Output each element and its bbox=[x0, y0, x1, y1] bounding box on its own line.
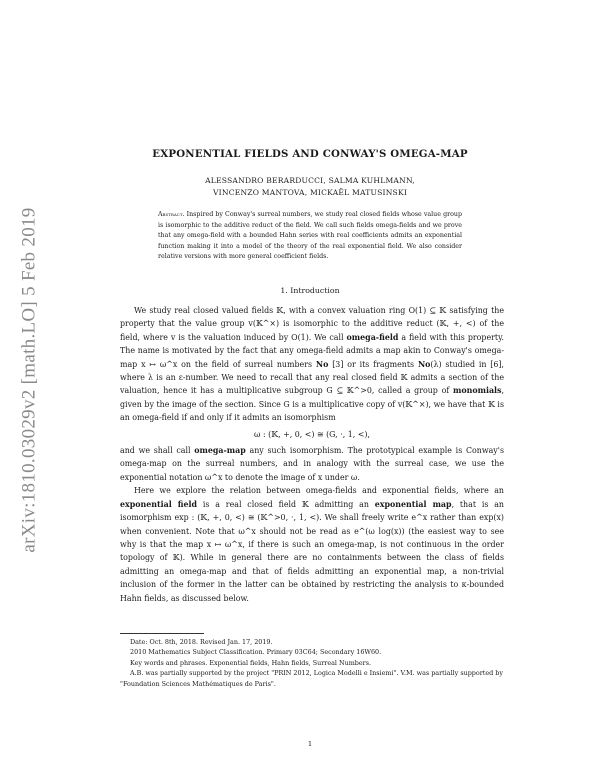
footnotes bbox=[120, 637, 504, 689]
paragraph-1-part-c: [3] or its fragments bbox=[332, 359, 415, 369]
abstract bbox=[158, 210, 462, 263]
paragraph-1-part-a: We study real closed valued fields 𝕂, with a convex valuation ring O(1) ⊆ 𝕂 satisfying the property that the value group v(𝕂^×) is isomorphic to the additive reduct (𝕂, +, <) of the field, where v is the valuation induced by O(1). We call bbox=[120, 306, 504, 342]
term-omega-field: omega-field bbox=[346, 332, 399, 342]
paragraph-1-part-e: , given by the image of the section. Since G is a multiplicative copy of v(𝕂^×), we have that 𝕂 is an omega-field if and only if it admits an isomorphism bbox=[120, 386, 505, 423]
author-list bbox=[100, 175, 520, 199]
section-heading: 1. Introduction bbox=[280, 286, 340, 295]
authors-line-1: ALESSANDRO BERARDUCCI, SALMA KUHLMANN, bbox=[205, 176, 415, 185]
arxiv-sidebar bbox=[8, 180, 52, 580]
term-no: No bbox=[315, 359, 329, 369]
equation-omega-map: ω : (𝕂, +, 0, <) ≅ (G, ·, 1, <), bbox=[254, 429, 370, 439]
footnote-msc: 2010 Mathematics Subject Classification. Primary 03C64; Secondary 16W60. bbox=[130, 648, 382, 657]
footnote-date: Date: Oct. 8th, 2018. Revised Jan. 17, 2019. bbox=[130, 638, 273, 646]
footnote-keywords: Key words and phrases. Exponential fields, Hahn fields, Surreal Numbers. bbox=[130, 658, 372, 667]
term-monomials: monomials bbox=[452, 386, 502, 396]
abstract-text: Inspired by Conway's surreal numbers, we study real closed fields whose value group is isomorphic to the additive reduct of the field. We call such fields omega-fields and we prove that any omega-field with a bounded Hahn series with real coefficients admits an exponential function making it into a model of the theory of the real exponential field. We also consider relative versions with more general coefficient fields. bbox=[158, 211, 462, 261]
arxiv-identifier: arXiv:1810.03029v2 [math.LO] 5 Feb 2019 bbox=[19, 207, 40, 553]
paragraph-1-part-d: (λ) studied in [6], where λ is an ε-number. We need to recall that any real closed field 𝕂 admits a section of the valuation, hence it has a multiplicative subgroup G ⊆ 𝕂^>0, called a group of bbox=[120, 359, 504, 396]
term-omega-map: omega-map bbox=[194, 446, 246, 456]
footnote-support: A.B. was partially supported by the project "PRIN 2012, Logica Modelli e Insiemi". V.M. was partially supported by "Foundation Sciences Mathématiques de Paris". bbox=[120, 669, 503, 688]
footnote-rule bbox=[120, 633, 204, 634]
paragraph-1 bbox=[120, 304, 504, 425]
authors-line-2: VINCENZO MANTOVA, MICKAËL MATUSINSKI bbox=[212, 188, 408, 197]
paragraph-3-part-c: , that is an isomorphism exp : (𝕂, +, 0, <) ≅ (𝕂^>0, ·, 1, <). We shall freely write e^x rather than exp(x) when convenient. Note that ω^x should not be read as e^(ω log(x)) (the easiest way to see why is that the map x ↦ ω^x, if there is such an omega-map, is not continuous in the order topology of 𝕂). While in general there are no containments between the class of fields admitting an omega-map and that of fields admitting an exponential map, a non-trivial inclusion of the former in the latter can be obtained by restricting the analysis to κ-bounded Hahn fields, as discussed below. bbox=[120, 499, 505, 603]
term-exponential-map: exponential map bbox=[374, 499, 452, 509]
paragraph-3 bbox=[120, 484, 504, 605]
page-number: 1 bbox=[307, 740, 313, 748]
term-no-lambda: No bbox=[417, 359, 431, 369]
paragraph-2-part-a: and we shall call bbox=[120, 446, 191, 456]
body-text bbox=[120, 304, 504, 605]
term-exponential-field: exponential field bbox=[120, 499, 198, 509]
paragraph-1-part-b: a field with this property. The name is motivated by the fact that any omega-field admits a map akin to Conway's omega-map x ↦ ω^x on the field of surreal numbers bbox=[120, 332, 504, 369]
paragraph-3-part-a: Here we explore the relation between omega-fields and exponential fields, where an bbox=[134, 486, 504, 496]
paragraph-2 bbox=[120, 444, 504, 484]
paragraph-2-part-b: any such isomorphism. The prototypical example is Conway's omega-map on the surreal numbers, and in analogy with the surreal case, we use the exponential notation ω^x to denote the image of x under ω. bbox=[120, 446, 504, 482]
abstract-label: Abstract. bbox=[158, 211, 185, 218]
paragraph-3-part-b: is a real closed field 𝕂 admitting an bbox=[202, 499, 369, 509]
paper-title: EXPONENTIAL FIELDS AND CONWAY'S OMEGA-MAP bbox=[152, 148, 468, 160]
